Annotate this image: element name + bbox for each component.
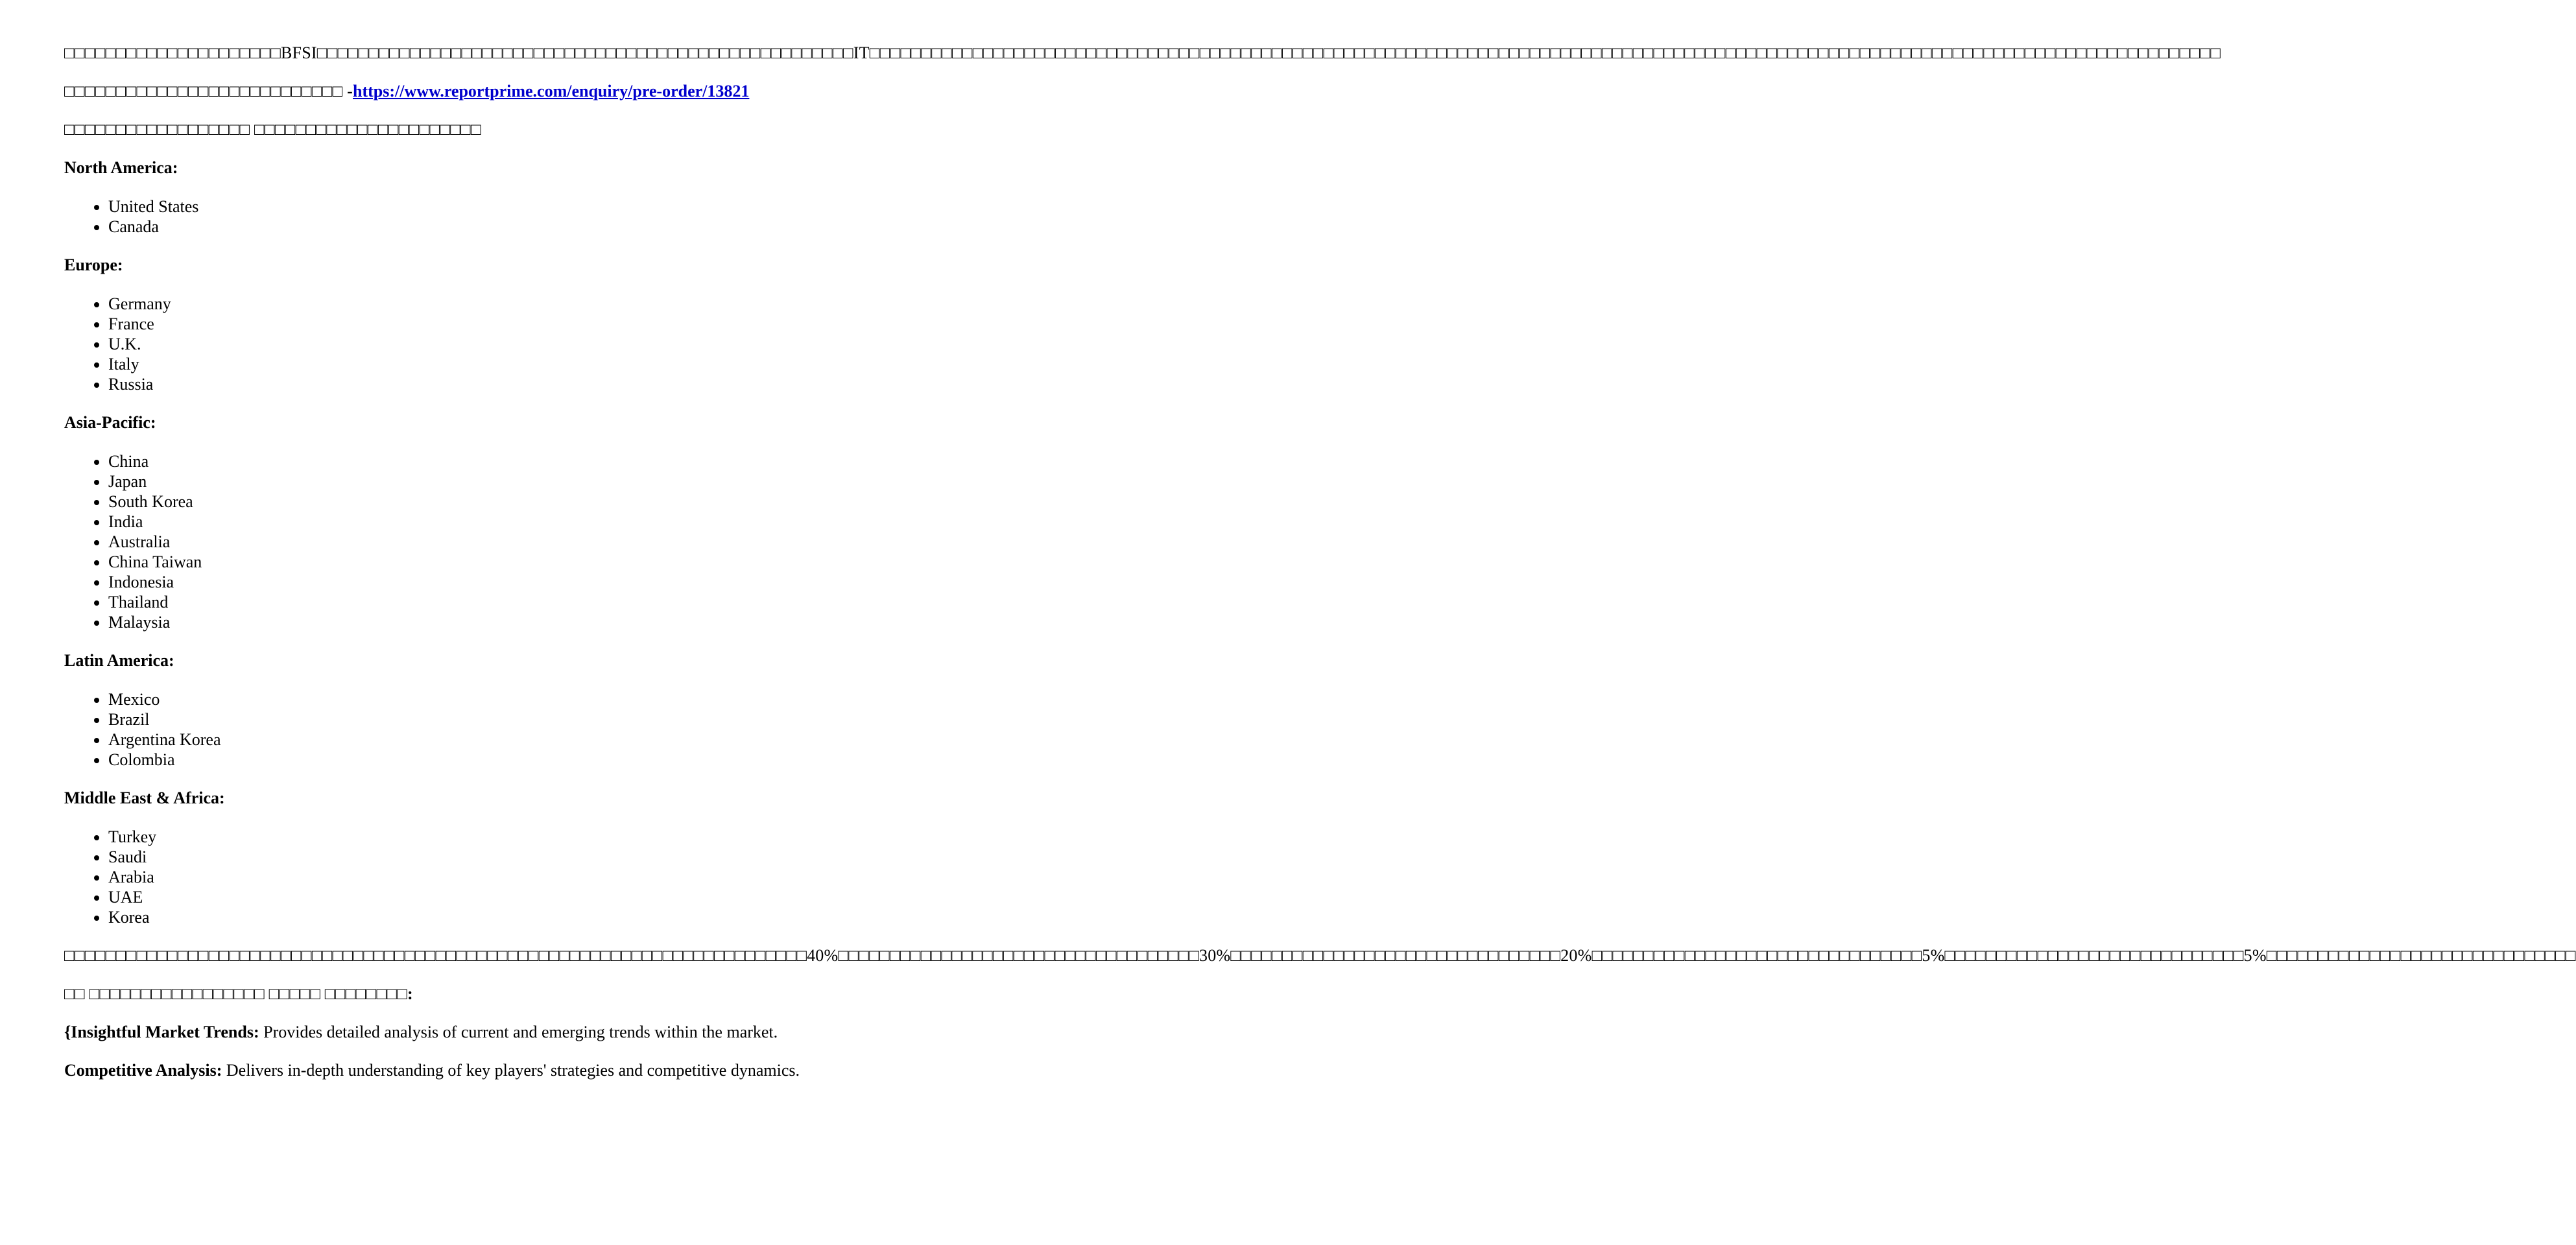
section-heading: □□ □□□□□□□□□□□□□□□□□ □□□□□ □□□□□□□□: — [64, 984, 413, 1003]
list-item: • Italy — [108, 354, 826, 374]
enquiry-link[interactable]: https://www.reportprime.com/enquiry/pre-order/13821 — [352, 82, 750, 101]
country-list-europe — [64, 294, 826, 394]
list-item: • Arabia — [108, 867, 826, 887]
regions-intro: □□□□□□□□□□□□□□□□□□ □□□□□□□□□□□□□□□□□□□□□□ — [64, 120, 481, 139]
intro-paragraph: □□□□□□□□□□□□□□□□□□□□□BFSI□□□□□□□□□□□□□□□□□□□□□□□□□□□□□□□□□□□□□□□□□□□□□□□□□□□□IT□□□□□□□□□□□□□□□□□□□□□□□□□□□□□□□□□□□□□□□□□□□□□□□□□□□□□□□□□□□□□□□□□□□□□□□□□□□□□□□□□□□□□□□□□□□□□□□□□□□□□□□□□□□□□□□□□□□□□□□□□□□□□□□□□□□ — [64, 43, 2221, 62]
country-list-north-america — [64, 196, 826, 237]
market-share-paragraph: □□□□□□□□□□□□□□□□□□□□□□□□□□□□□□□□□□□□□□□□□□□□□□□□□□□□□□□□□□□□□□□□□□□□□□□□40%□□□□□□□□□□□□□□□□□□□□□□□□□□□□□□□□□□□30%□□□□□□□□□□□□□□□□□□□□□□□□□□□□□□□□20%□□□□□□□□□□□□□□□□□□□□□□□□□□□□□□□□5%□□□□□□□□□□□□□□□□□□□□□□□□□□□□□5%□□□□□□□□□□□□□□□□□□□□□□□□□□□□□□ — [64, 946, 2576, 965]
list-item: • Brazil — [108, 709, 826, 729]
region-heading-europe: Europe: — [64, 255, 123, 274]
region-heading-middle-east-africa: Middle East & Africa: — [64, 788, 225, 807]
list-item: • Saudi — [108, 847, 826, 867]
region-heading-latin-america: Latin America: — [64, 651, 174, 670]
country-list-latin-america — [64, 689, 826, 770]
list-item: • Japan — [108, 471, 826, 492]
list-item: • U.K. — [108, 334, 826, 354]
list-item: • Germany — [108, 294, 826, 314]
enquiry-prefix: □□□□□□□□□□□□□□□□□□□□□□□□□□□ - — [64, 82, 353, 101]
region-heading-asia-pacific: Asia-Pacific: — [64, 413, 156, 432]
region-heading-north-america: North America: — [64, 158, 178, 177]
feature-competitive-analysis — [64, 1060, 826, 1080]
list-item: • Korea — [108, 907, 826, 927]
list-item: • China — [108, 451, 826, 471]
list-item: • France — [108, 314, 826, 334]
list-item: • Canada — [108, 217, 826, 237]
feature-title: {Insightful Market Trends: — [64, 1023, 259, 1041]
list-item: • Colombia — [108, 750, 826, 770]
list-item: • UAE — [108, 887, 826, 907]
feature-insightful-market-trends — [64, 1022, 826, 1042]
list-item: • China Taiwan — [108, 552, 826, 572]
list-item: • United States — [108, 196, 826, 217]
list-item: • Indonesia — [108, 572, 826, 592]
document-body — [64, 43, 2576, 1098]
list-item: • Turkey — [108, 827, 826, 847]
feature-title: Competitive Analysis: — [64, 1061, 222, 1080]
list-item: • Australia — [108, 532, 826, 552]
list-item: • Malaysia — [108, 612, 826, 632]
list-item: • Argentina Korea — [108, 729, 826, 750]
country-list-asia-pacific — [64, 451, 826, 632]
enquiry-line — [64, 81, 826, 101]
list-item: • Thailand — [108, 592, 826, 612]
list-item: • South Korea — [108, 492, 826, 512]
list-item: • Russia — [108, 374, 826, 394]
feature-text: Delivers in-depth understanding of key players' strategies and competitive dynamics. — [222, 1061, 800, 1080]
list-item: • Mexico — [108, 689, 826, 709]
list-item: • India — [108, 512, 826, 532]
feature-text: Provides detailed analysis of current and emerging trends within the market. — [259, 1023, 778, 1041]
country-list-middle-east-africa — [64, 827, 826, 927]
